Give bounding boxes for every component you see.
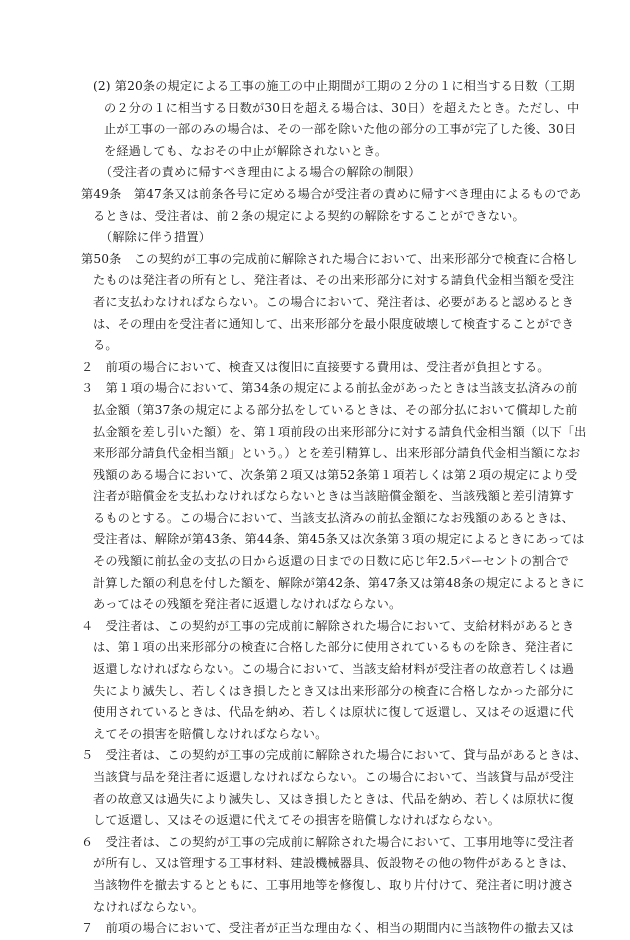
text-line: 者の故意又は過失により滅失し、又はき損したときは、代品を納め、若しくは原状に復	[93, 791, 574, 806]
text-line: して返還し、又はその返還に代えてその損害を賠償しなければならない。	[93, 813, 501, 828]
text-line: 注者が賠償金を支払わなければならないときは当該賠償金額を、当該残額と差引清算す	[93, 489, 575, 504]
text-line: は、その理由を受注者に通知して、出来形部分を最小限度破壊して検査することができ	[93, 316, 574, 331]
text-line: 第50条 この契約が工事の完成前に解除された場合において、出来形部分で検査に合格し	[81, 251, 578, 266]
text-line: たものは発注者の所有とし、発注者は、その出来形部分に対する請負代金相当額を受注	[93, 273, 575, 288]
text-line: 受注者は、解除が第43条、第44条、第45条又は次条第３項の規定によるときにあっては	[93, 532, 585, 547]
text-line: なければならない。	[93, 899, 205, 914]
section-heading: （受注者の責めに帰すべき理由による場合の解除の制限）	[100, 165, 421, 180]
text-line: 来形部分請負代金相当額」という。）とを差引精算し、出来形部分請負代金相当額になお	[93, 446, 581, 461]
text-line: を経過しても、なおその中止が解除されないとき。	[104, 143, 388, 158]
text-line: るものとする。この場合において、当該支払済みの前払金額になお残額のあるときは、	[93, 510, 574, 525]
text-line: 当該貸与品を発注者に返還しなければならない。この場合において、当該貸与品が受注	[93, 770, 574, 784]
text-line: えてその損害を賠償しなければならない。	[93, 726, 328, 741]
text-line: 使用されているときは、代品を納め、若しくは原状に復して返還し、又はその返還に代	[93, 705, 574, 720]
text-line: 残額のある場合において、次条第２項又は第52条第１項若しくは第２項の規定により受	[93, 467, 578, 482]
text-line: 計算した額の利息を付した額を、解除が第42条、第47条又は第48条の規定によるときに	[93, 575, 585, 590]
section-heading: （解除に伴う措置）	[100, 230, 212, 245]
text-line: ７ 前項の場合において、受注者が正当な理由なく、相当の期間内に当該物件の撤去又は	[81, 921, 575, 936]
text-line: の２分の１に相当する日数が30日を超える場合は、30日）を超えたとき。ただし、中	[104, 100, 580, 115]
text-line: 払金額（第37条の規定による部分払をしているときは、その部分払において償却した前	[93, 402, 578, 417]
text-line: 払金額を差し引いた額）を、第１項前段の出来形部分に対する請負代金相当額（以下「出	[93, 424, 587, 439]
text-line: 当該物件を撤去するとともに、工事用地等を修復し、取り片付けて、発注者に明け渡さ	[93, 877, 574, 892]
text-line: 失により滅失し、若しくはき損したとき又は出来形部分の検査に合格しなかった部分に	[93, 683, 575, 698]
text-line: ６ 受注者は、この契約が工事の完成前に解除された場合において、工事用地等に受注者	[81, 834, 575, 849]
text-line: (2) 第20条の規定による工事の施工の中止期間が工期の２分の１に相当する日数（工期	[93, 79, 575, 93]
text-line: る。	[93, 338, 118, 353]
text-line: あってはその残額を発注者に返還しなければならない。	[93, 597, 402, 612]
text-line: ２ 前項の場合において、検査又は復旧に直接要する費用は、受注者が負担とする。	[81, 359, 550, 374]
text-line: ５ 受注者は、この契約が工事の完成前に解除された場合において、貸与品があるときは、	[81, 748, 587, 763]
text-line: その残額に前払金の支払の日から返還の日までの日数に応じ年2.5パーセントの割合で	[93, 554, 570, 569]
text-line: 第49条 第47条又は前条各号に定める場合が受注者の責めに帰すべき理由によるものであ	[81, 186, 582, 201]
text-line: ３ 第１項の場合において、第34条の規定による前払金があったときは当該支払済みの前	[81, 381, 578, 396]
text-line: 返還しなければならない。この場合において、当該支給材料が受注者の故意若しくは過	[93, 662, 574, 677]
text-line: るときは、受注者は、前２条の規定による契約の解除をすることができない。	[93, 208, 525, 223]
text-line: 者に支払わなければならない。この場合において、発注者は、必要があると認めるとき	[93, 294, 574, 309]
text-line: 止が工事の一部のみの場合は、その一部を除いた他の部分の工事が完了した後、30日	[104, 122, 577, 137]
text-line: は、第１項の出来形部分の検査に合格した部分に使用されているものを除き、発注者に	[93, 640, 574, 655]
text-line: ４ 受注者は、この契約が工事の完成前に解除された場合において、支給材料があるとき	[81, 618, 575, 633]
text-line: が所有し、又は管理する工事材料、建設機械器具、仮設物その他の物件があるときは、	[93, 856, 575, 871]
